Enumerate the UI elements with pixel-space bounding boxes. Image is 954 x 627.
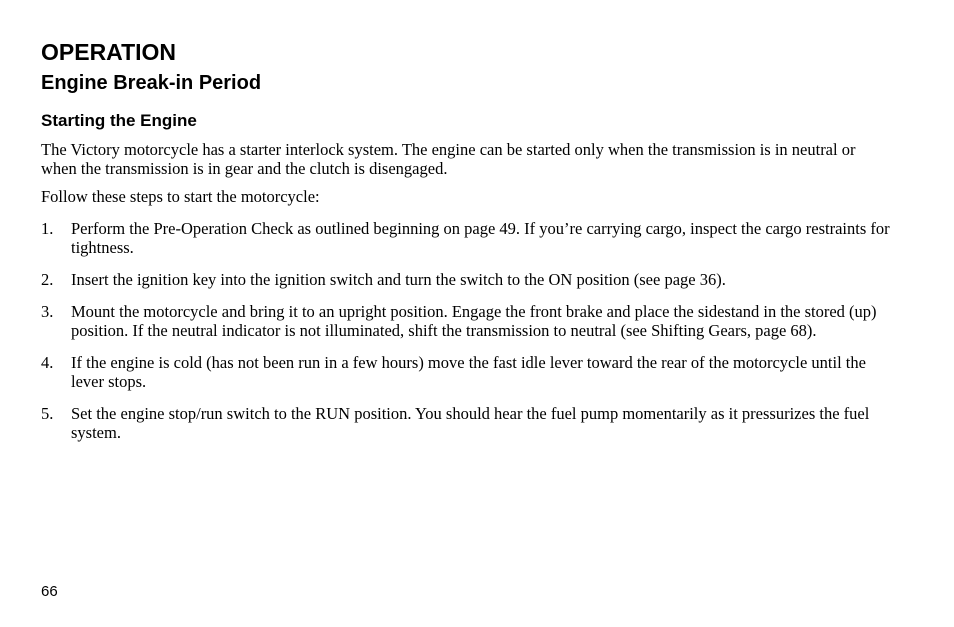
lead-paragraph: Follow these steps to start the motorcycle: [41, 187, 320, 206]
step-number: 3. [41, 302, 54, 321]
steps-list [41, 219, 901, 455]
manual-page [41, 0, 911, 627]
step-number: 1. [41, 219, 54, 238]
intro-paragraph: The Victory motorcycle has a starter interlock system. The engine can be started only when the transmission is in neutral or when the transmission is in gear and the clutch is disengaged. [41, 140, 856, 178]
subsection-title: Engine Break-in Period [41, 72, 262, 94]
step-item [41, 219, 901, 257]
step-number: 2. [41, 270, 54, 289]
step-item [41, 302, 901, 340]
step-text: Insert the ignition key into the ignition switch and turn the switch to the ON position (see page 36). [71, 270, 726, 289]
step-number: 4. [41, 353, 54, 372]
step-text: Mount the motorcycle and bring it to an upright position. Engage the front brake and place the sidestand in the stored (up) position. If the neutral indicator is not illuminated, shift the transmission to neutral (see Shifting Gears, page 68). [71, 302, 877, 340]
step-text: Set the engine stop/run switch to the RUN position. You should hear the fuel pump momentarily as it pressurizes the fuel system. [71, 404, 870, 442]
step-number: 5. [41, 404, 54, 423]
step-item [41, 270, 901, 289]
topic-heading: Starting the Engine [41, 111, 197, 130]
section-title: OPERATION [41, 39, 177, 65]
step-item [41, 353, 901, 391]
page-number: 66 [41, 583, 58, 600]
step-text: If the engine is cold (has not been run in a few hours) move the fast idle lever toward the rear of the motorcycle until the lever stops. [71, 353, 866, 391]
step-item [41, 404, 901, 442]
step-text: Perform the Pre-Operation Check as outlined beginning on page 49. If you’re carrying cargo, inspect the cargo restraints for tightness. [71, 219, 890, 257]
